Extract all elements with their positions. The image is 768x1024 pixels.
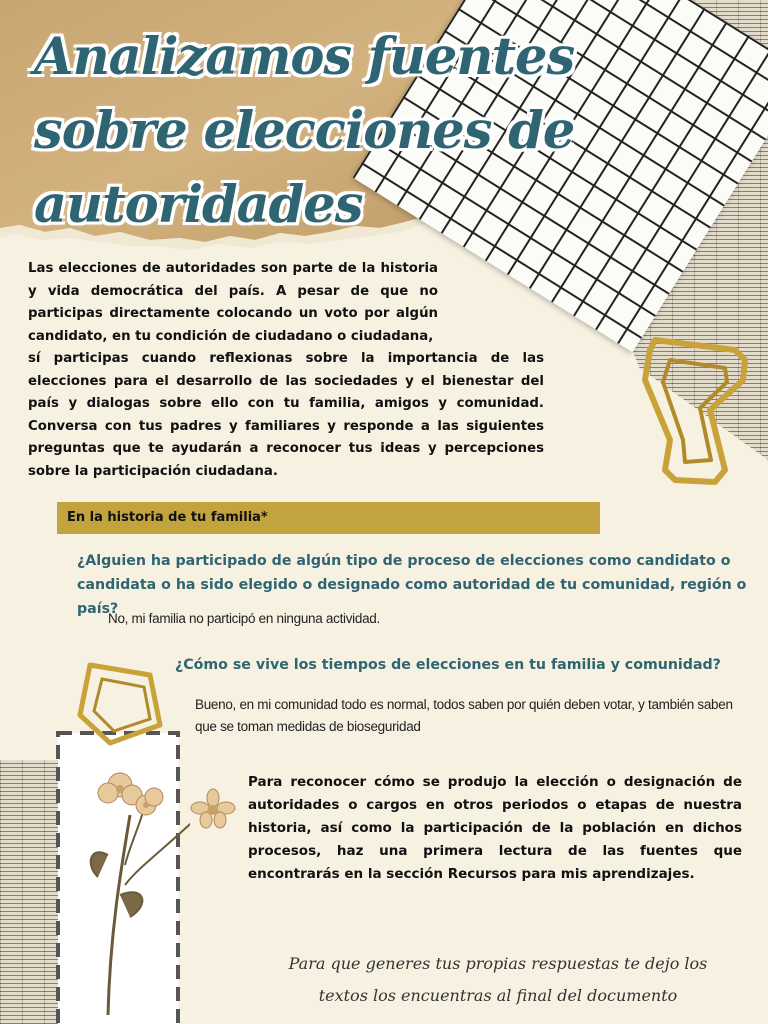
intro-paragraph-part2: sí participas cuando reflexionas sobre la importancia de las elecciones para el desarrollo de las sociedades y el bienestar del país y dialogas sobre ello con tu familia, amigos y comunidad. Conversa con tus padres y familiares y responde a las siguientes preguntas que te ayudarán a reconocer tus ideas y percepciones sobre la participación ciudadana. xyxy=(28,351,544,479)
answer-1: No, mi familia no participó en ninguna actividad. xyxy=(108,611,380,626)
intro-paragraph-part1: Las elecciones de autoridades son parte de la historia y vida democrática del país. A pesar de que no participas directamente colocando un voto por algún candidato, en tu condición de ciudadano o ciudadana, xyxy=(28,261,438,344)
answer-2: Bueno, en mi comunidad todo es normal, todos saben por quién deben votar, y también saben que se toman medidas de bioseguridad xyxy=(195,697,733,734)
section-heading: En la historia de tu familia* xyxy=(67,510,268,525)
resources-paragraph: Para reconocer cómo se produjo la elección o designación de autoridades o cargos en otros periodos o etapas de nuestra historia, así como la participación de la población en dichos procesos, haz una primera lectura de las fuentes que encontrarás en la sección Recursos para mis aprendizajes. xyxy=(248,774,742,882)
question-1: ¿Alguien ha participado de algún tipo de proceso de elecciones como candidato o candidata o ha sido elegido o designado como autoridad de tu comunidad, región o país? xyxy=(77,553,747,617)
section-heading-band xyxy=(57,502,600,534)
flower-card-decoration xyxy=(50,655,190,1024)
flower-icon xyxy=(188,788,238,833)
question-2: ¿Cómo se vive los tiempos de elecciones en tu familia y comunidad? xyxy=(175,657,721,673)
closing-note: Para que generes tus propias respuestas te dejo los textos los encuentras al final del documento xyxy=(288,954,708,1005)
page-title: Analizamos fuentes sobre elecciones de autoridades xyxy=(34,27,575,235)
paperclip-icon xyxy=(615,320,765,495)
